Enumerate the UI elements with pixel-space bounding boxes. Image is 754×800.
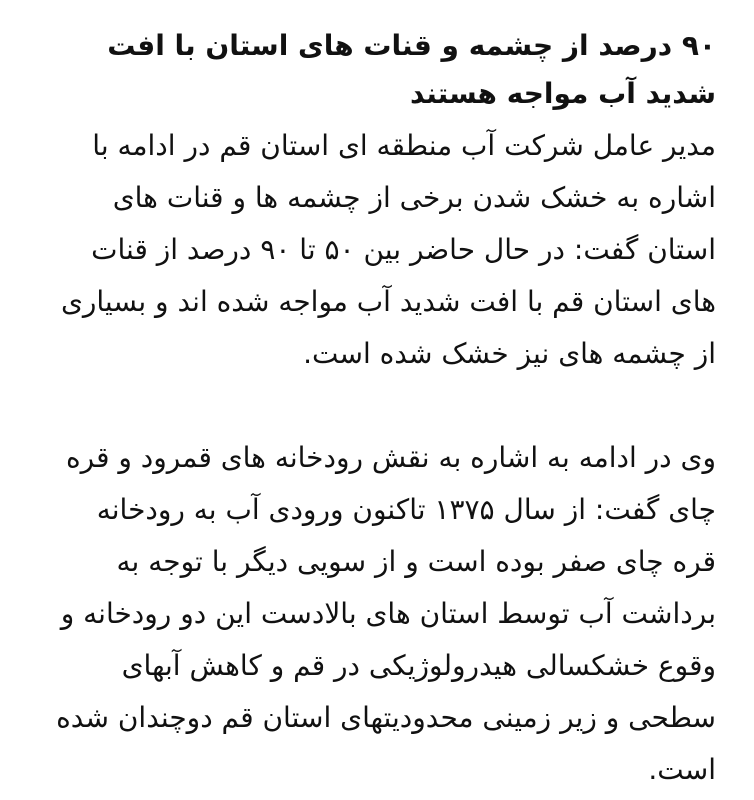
article-headline: ۹۰ درصد از چشمه و قنات های استان با افت شدید آب مواجه هستند xyxy=(107,29,716,110)
article-paragraph-1: مدیر عامل شرکت آب منطقه ای استان قم در ادامه با اشاره به خشک شدن برخی از چشمه ها و قنات های استان گفت: در حال حاضر بین ۵۰ تا ۹۰ درصد از قنات های استان قم با افت شدید آب مواجه شده اند و بسیاری از چشمه های نیز خشک شده است. xyxy=(60,129,716,370)
article-paragraph-2: وی در ادامه به اشاره به نقش رودخانه های قمرود و قره چای گفت: از سال ۱۳۷۵ تاکنون ورودی آب به رودخانه قره چای صفر بوده است و از سویی دیگر با توجه به برداشت آب توسط استان های بالادست این دو رودخانه و وقوع خشکسالی هیدرولوژیکی در قم و کاهش آبهای سطحی و زیر زمینی محدودیتهای استان قم دوچندان شده است. xyxy=(56,441,716,786)
paragraph-spacer xyxy=(50,380,716,432)
